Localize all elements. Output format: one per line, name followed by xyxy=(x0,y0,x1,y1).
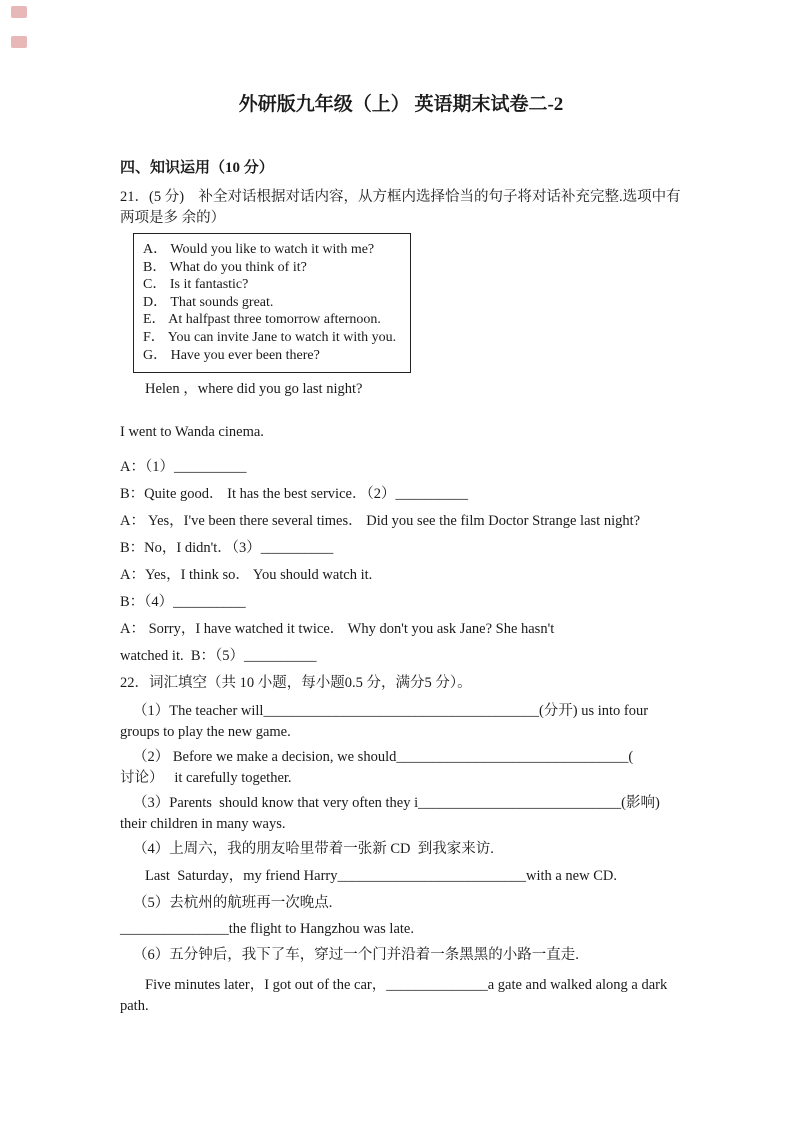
q22-line: 讨论） it carefully together. xyxy=(120,770,292,787)
dialog-line: A：（1）__________ xyxy=(120,459,247,476)
q21-intro-line1: 21．(5 分) 补全对话根据对话内容，从方框内选择恰当的句子将对话补充完整.选项中有 xyxy=(120,189,681,205)
q22-line: Last Saturday，my friend Harry__________________________with a new CD. xyxy=(145,868,617,885)
option-item-c: C． Is it fantastic? xyxy=(143,277,249,293)
option-item-d: D． That sounds great. xyxy=(143,294,274,310)
q22-line: path. xyxy=(120,998,149,1015)
dialog-line-cinema: I went to Wanda cinema. xyxy=(120,424,264,441)
section-heading: 四、知识运用（10 分） xyxy=(120,160,274,176)
option-item-g: G． Have you ever been there? xyxy=(143,347,320,363)
q22-line: （5）去杭州的航班再一次晚点. xyxy=(133,895,333,912)
q22-line: （1）The teacher will______________________________________(分开) us into four xyxy=(133,703,649,720)
dialog-line-helen: Helen ，where did you go last night? xyxy=(145,381,363,398)
dialog-line: A： Yes，I've been there several times． Did you see the film Doctor Strange last night? xyxy=(120,513,641,530)
q21-options-box xyxy=(133,233,411,373)
q22-heading: 22．词汇填空（共 10 小题，每小题0.5 分，满分5 分）。 xyxy=(120,675,472,692)
option-item-b: B． What do you think of it? xyxy=(143,259,307,275)
option-item-f: F． You can invite Jane to watch it with you. xyxy=(143,329,397,345)
dialog-line: A： Sorry，I have watched it twice． Why don't you ask Jane? She hasn't xyxy=(120,621,555,638)
q21-intro-line2: 两项是多 余的） xyxy=(120,210,226,226)
q22-line: （4）上周六，我的朋友哈里带着一张新 CD 到我家来访. xyxy=(133,841,494,858)
dialog-line: B：No，I didn't．（3）__________ xyxy=(120,540,334,557)
q22-line: groups to play the new game. xyxy=(120,724,291,741)
dialog-line: watched it. B：（5）__________ xyxy=(120,648,317,665)
option-item-a: A． Would you like to watch it with me? xyxy=(143,242,375,257)
q22-line: （6）五分钟后，我下了车，穿过一个门并沿着一条黑黑的小路一直走. xyxy=(133,947,579,964)
corner-artifact xyxy=(11,36,27,48)
q22-line: （3）Parents should know that very often they i____________________________(影响) xyxy=(133,795,660,812)
q22-line: their children in many ways. xyxy=(120,816,286,833)
q22-line: Five minutes later，I got out of the car，______________a gate and walked along a dark xyxy=(145,977,668,994)
exam-title: 外研版九年级（上） 英语期末试卷二-2 xyxy=(238,94,564,115)
corner-artifact xyxy=(11,6,27,18)
option-item-e: E． At halfpast three tomorrow afternoon. xyxy=(143,312,381,328)
dialog-line: B：Quite good． It has the best service．（2）__________ xyxy=(120,486,468,503)
q22-line: （2） Before we make a decision, we should________________________________( xyxy=(133,749,634,766)
dialog-line: B：（4）__________ xyxy=(120,594,246,611)
dialog-line: A：Yes，I think so． You should watch it. xyxy=(120,567,373,584)
document-content xyxy=(120,0,682,1017)
q22-line: _______________the flight to Hangzhou was late. xyxy=(120,921,414,938)
